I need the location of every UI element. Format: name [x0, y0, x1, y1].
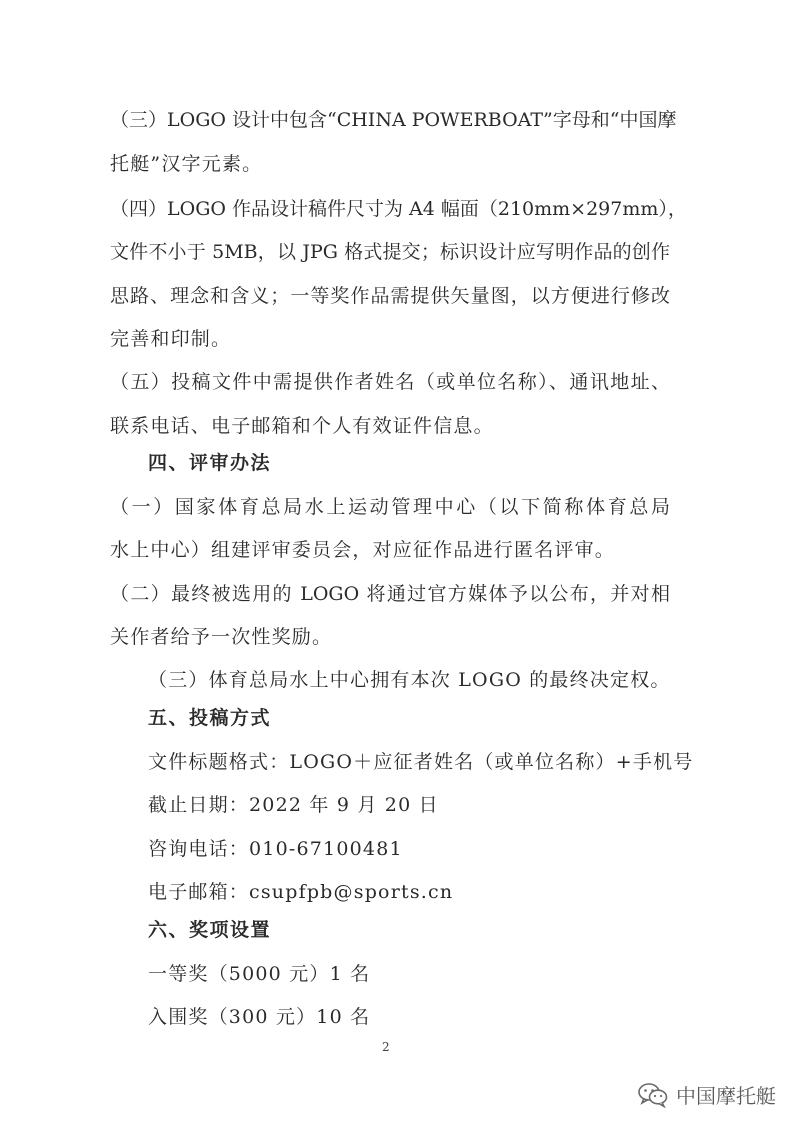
paragraph-line: （二）最终被选用的 LOGO 将通过官方媒体予以公布，并对相	[110, 583, 670, 605]
wechat-icon	[638, 1082, 668, 1108]
page-number: 2	[382, 1040, 390, 1054]
paragraph-line: 完善和印制。	[110, 328, 232, 350]
section-heading-submission: 五、投稿方式	[148, 707, 272, 729]
shortlist-prize: 入围奖（300 元）10 名	[148, 1006, 371, 1028]
section-heading-awards: 六、奖项设置	[148, 919, 272, 941]
paragraph-line: 水上中心）组建评审委员会，对应征作品进行匿名评审。	[110, 539, 616, 561]
deadline: 截止日期：2022 年 9 月 20 日	[148, 794, 439, 816]
paragraph-line: 联系电话、电子邮箱和个人有效证件信息。	[110, 415, 494, 437]
paragraph-line: （三）体育总局水上中心拥有本次 LOGO 的最终决定权。	[148, 669, 671, 691]
section-heading-review: 四、评审办法	[148, 452, 272, 474]
watermark-text: 中国摩托艇	[676, 1084, 776, 1108]
paragraph-line: 关作者给予一次性奖励。	[110, 626, 333, 648]
paragraph-line: （五）投稿文件中需提供作者姓名（或单位名称）、通讯地址、	[110, 371, 670, 393]
first-prize: 一等奖（5000 元）1 名	[148, 963, 371, 985]
watermark	[638, 1080, 776, 1109]
paragraph-line: 文件不小于 5MB，以 JPG 格式提交；标识设计应写明作品的创作	[110, 241, 670, 263]
contact-email: 电子邮箱：csupfpb@sports.cn	[148, 881, 454, 903]
paragraph-line: （三）LOGO 设计中包含“CHINA POWERBOAT”字母和“中国摩	[110, 109, 677, 131]
paragraph-line: 托艇”汉字元素。	[110, 153, 263, 175]
contact-phone: 咨询电话：010-67100481	[148, 838, 403, 860]
paragraph-line: （四）LOGO 作品设计稿件尺寸为 A4 幅面（210mm×297mm），	[110, 198, 687, 220]
paragraph-line: 思路、理念和含义；一等奖作品需提供矢量图，以方便进行修改	[110, 285, 670, 307]
file-title-format: 文件标题格式：LOGO＋应征者姓名（或单位名称）+手机号	[148, 751, 694, 773]
paragraph-line: （一）国家体育总局水上运动管理中心（以下简称体育总局	[110, 496, 670, 518]
